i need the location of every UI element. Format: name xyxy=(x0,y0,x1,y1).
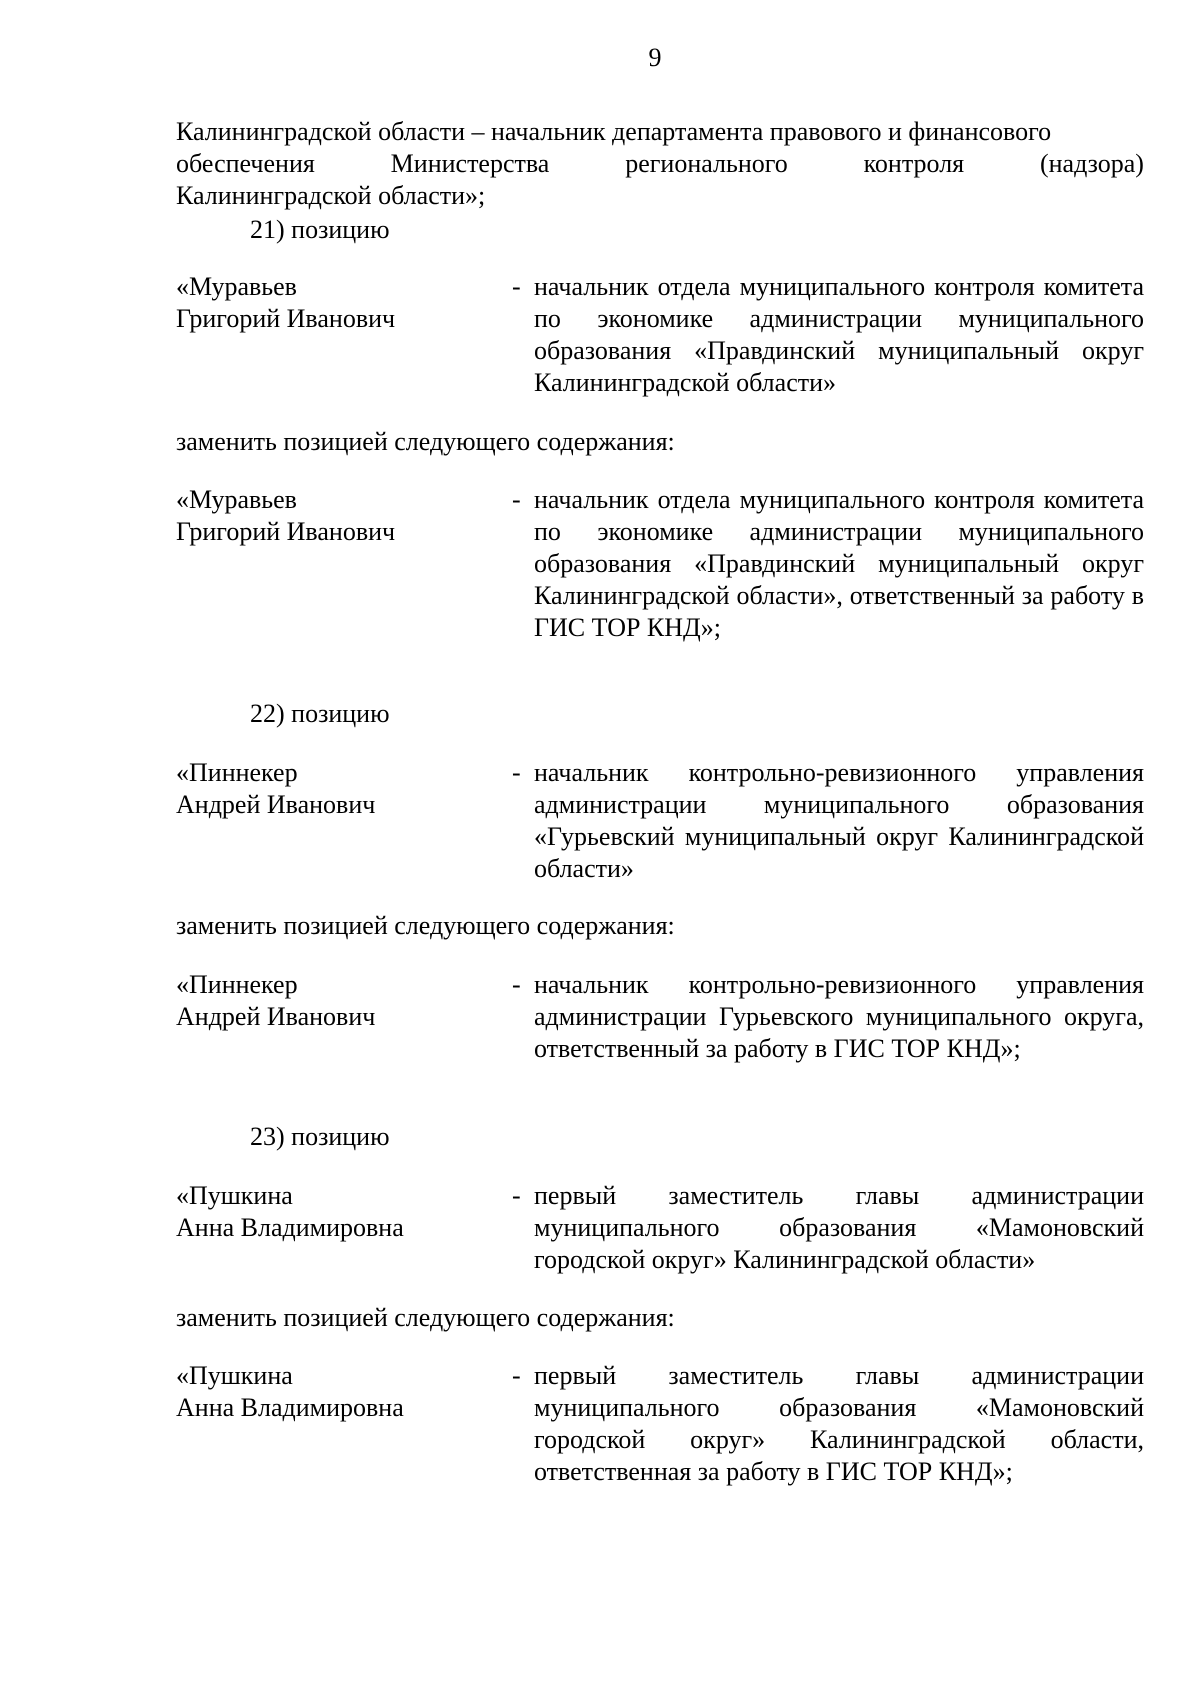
position-description: первый заместитель главы администрации муниципального образования «Мамоновский городской округ» Калининградской области, ответственная за работу в ГИС ТОР КНД»; xyxy=(534,1361,1144,1486)
name-line-surname: «Пушкина xyxy=(176,1361,293,1390)
name-line-surname: «Пушкина xyxy=(176,1181,293,1210)
intro-word: обеспечения xyxy=(176,149,315,178)
name-line-given: Григорий Иванович xyxy=(176,304,396,333)
person-name xyxy=(176,1360,496,1424)
replace-label-23: заменить позицией следующего содержания: xyxy=(176,1303,675,1332)
entry-dash: - xyxy=(512,1181,521,1210)
intro-line-1: Калининградской области – начальник департамента правового и финансового xyxy=(176,117,1052,146)
person-name xyxy=(176,757,496,821)
name-line-given: Григорий Иванович xyxy=(176,517,396,546)
intro-word: (надзора) xyxy=(1039,149,1144,178)
item-label-23: 23) позицию xyxy=(250,1122,390,1151)
item-label-21: 21) позицию xyxy=(250,215,390,244)
position-description: первый заместитель главы администрации муниципального образования «Мамоновский городской округ» Калининградской области» xyxy=(534,1181,1144,1274)
position-description: начальник контрольно-ревизионного управления администрации муниципального образования «Гурьевский муниципальный округ Калининградской области» xyxy=(534,758,1144,883)
page-number: 9 xyxy=(648,43,662,72)
person-name xyxy=(176,271,496,335)
item-label-22: 22) позицию xyxy=(250,699,390,728)
entry-dash: - xyxy=(512,1361,521,1390)
replace-label-21: заменить позицией следующего содержания: xyxy=(176,427,675,456)
intro-paragraph xyxy=(176,116,1144,212)
person-name xyxy=(176,484,496,548)
name-line-given: Анна Владимировна xyxy=(176,1213,404,1242)
name-line-surname: «Пиннекер xyxy=(176,758,298,787)
replace-label-22: заменить позицией следующего содержания: xyxy=(176,911,675,940)
entry-dash: - xyxy=(512,485,521,514)
entry-dash: - xyxy=(512,272,521,301)
intro-line-2 xyxy=(176,148,1144,180)
entry-dash: - xyxy=(512,970,521,999)
name-line-surname: «Муравьев xyxy=(176,272,297,301)
intro-word: регионального xyxy=(625,149,788,178)
name-line-surname: «Пиннекер xyxy=(176,970,298,999)
name-line-given: Андрей Иванович xyxy=(176,1002,376,1031)
entry-dash: - xyxy=(512,758,521,787)
intro-line-3: Калининградской области»; xyxy=(176,181,486,210)
person-name xyxy=(176,969,496,1033)
intro-word: контроля xyxy=(863,149,965,178)
name-line-surname: «Муравьев xyxy=(176,485,297,514)
position-description: начальник контрольно-ревизионного управления администрации Гурьевского муниципального округа, ответственный за работу в ГИС ТОР КНД»; xyxy=(534,970,1144,1063)
name-line-given: Андрей Иванович xyxy=(176,790,376,819)
intro-word: Министерства xyxy=(390,149,550,178)
position-description: начальник отдела муниципального контроля комитета по экономике администрации муниципального образования «Правдинский муниципальный округ Калининградской области», ответственный за работу в ГИС ТОР КНД»; xyxy=(534,485,1144,642)
name-line-given: Анна Владимировна xyxy=(176,1393,404,1422)
position-description: начальник отдела муниципального контроля комитета по экономике администрации муниципального образования «Правдинский муниципальный округ Калининградской области» xyxy=(534,272,1144,397)
person-name xyxy=(176,1180,496,1244)
